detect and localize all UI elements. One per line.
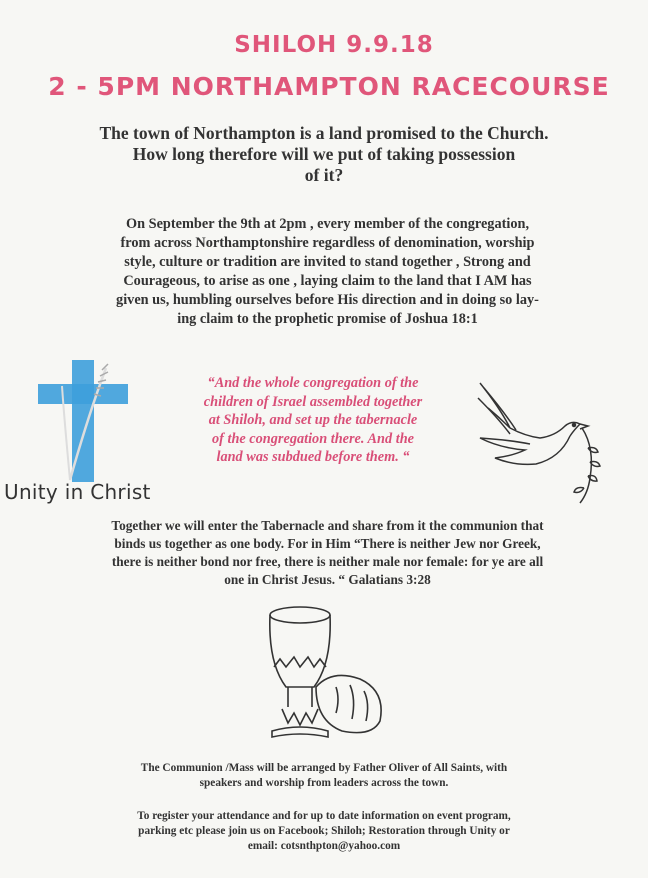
paragraph-line: Courageous, to arise as one , laying claim to the land that I AM has — [123, 273, 532, 289]
paragraph-line: style, culture or tradition are invited to stand together , Strong and — [124, 254, 531, 270]
quote-line: of the congregation there. And the — [211, 430, 415, 447]
paragraph-line: binds us together as one body. For in Him “There is neither Jew nor Greek, — [114, 536, 541, 551]
note-line: speakers and worship from leaders across the town. — [199, 777, 449, 789]
event-time-location: 2 - 5PM NORTHAMPTON RACECOURSE — [48, 72, 610, 101]
scripture-quote — [168, 374, 458, 467]
invitation-paragraph — [55, 215, 600, 329]
event-title: SHILOH 9.9.18 — [234, 32, 434, 58]
paragraph-line: given us, humbling ourselves before His direction and in doing so lay- — [116, 292, 539, 308]
note-line: To register your attendance and for up to date information on event program, — [137, 810, 511, 822]
intro-text — [40, 123, 608, 186]
quote-line: children of Israel assembled together — [203, 393, 423, 410]
cross-icon — [36, 356, 132, 484]
bread-icon — [316, 675, 381, 732]
registration-note — [78, 809, 570, 854]
paragraph-line: from across Northamptonshire regardless of denomination, worship — [120, 235, 535, 251]
quote-line: land was subdued before them. “ — [216, 449, 410, 465]
contact-email-line: email: cotsnthpton@yahoo.com — [247, 840, 401, 852]
intro-line: How long therefore will we put of taking possession — [132, 144, 516, 164]
paragraph-line: there is neither bond nor free, there is neither male nor female: for ye are all — [111, 554, 544, 569]
intro-line: The town of Northampton is a land promised to the Church. — [99, 123, 549, 143]
chalice-icon — [262, 603, 386, 743]
paragraph-line: one in Christ Jesus. “ Galatians 3:28 — [224, 572, 431, 587]
communion-paragraph — [55, 517, 600, 589]
paragraph-line: On September the 9th at 2pm , every member of the congregation, — [125, 216, 530, 232]
paragraph-line: ing claim to the prophetic promise of Joshua 18:1 — [177, 311, 478, 327]
dove-icon — [470, 378, 620, 508]
communion-note — [90, 761, 558, 791]
quote-line: “And the whole congregation of the — [207, 375, 419, 391]
note-line: The Communion /Mass will be arranged by Father Oliver of All Saints, with — [140, 762, 508, 774]
quote-line: at Shiloh, and set up the tabernacle — [208, 412, 418, 428]
note-line: parking etc please join us on Facebook; Shiloh; Restoration through Unity or — [138, 825, 510, 837]
unity-logo-text: Unity in Christ — [4, 480, 151, 504]
intro-line: of it? — [304, 165, 344, 185]
paragraph-line: Together we will enter the Tabernacle and share from it the communion that — [111, 518, 544, 533]
